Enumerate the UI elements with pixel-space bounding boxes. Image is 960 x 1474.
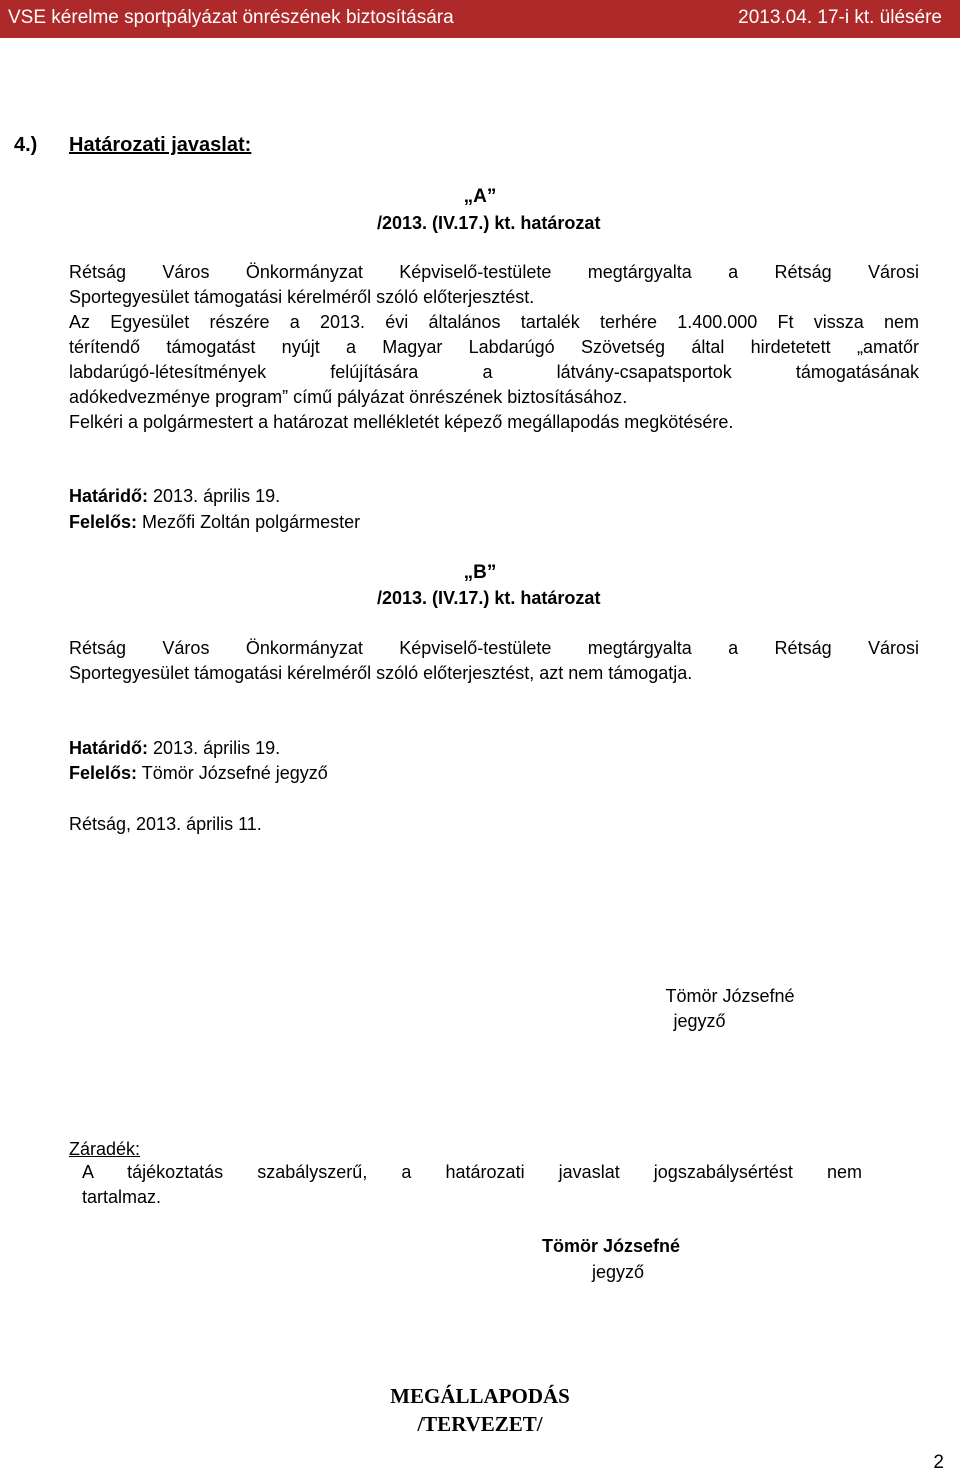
resolution-a-intro: [69, 260, 919, 310]
paragraph-line: labdarúgó-létesítmények felújítására a látvány-csapatsportok támogatásának: [69, 362, 919, 382]
paragraph-line: Sportegyesület támogatási kérelméről szóló előterjesztést.: [69, 287, 535, 307]
header-title: VSE kérelme sportpályázat önrészének biztosítására: [8, 7, 454, 28]
place-and-date: Rétság, 2013. április 11.: [69, 814, 262, 834]
responsible-label: Felelős:: [69, 763, 138, 783]
resolution-b-responsible: [69, 762, 328, 784]
paragraph-line: Sportegyesület támogatási kérelméről szóló előterjesztést, azt nem támogatja.: [69, 663, 693, 683]
paragraph-line: Rétság Város Önkormányzat Képviselő-testülete megtárgyalta a Rétság Városi: [69, 638, 919, 658]
resolution-b-deadline: [69, 737, 280, 759]
agreement-title: MEGÁLLAPODÁS: [390, 1384, 570, 1408]
signature-title: jegyző: [673, 1011, 726, 1031]
signature-name: Tömör Józsefné: [665, 986, 795, 1006]
document-header: [0, 0, 960, 38]
header-meeting-date: 2013.04. 17-i kt. ülésére: [738, 7, 942, 28]
paragraph-line: Az Egyesület részére a 2013. évi általános tartalék terhére 1.400.000 Ft vissza nem: [69, 312, 919, 332]
responsible-value: Tömör Józsefné jegyző: [141, 763, 328, 783]
clause-label: Záradék:: [69, 1139, 141, 1159]
resolution-a-body: [69, 310, 919, 435]
resolution-a-responsible: [69, 511, 360, 533]
deadline-value: 2013. április 19.: [153, 738, 281, 758]
signature-2-title: jegyző: [591, 1262, 645, 1282]
clause-text: [82, 1160, 862, 1210]
paragraph-line: adókedvezménye program” című pályázat önrészének biztosításához.: [69, 387, 628, 407]
resolution-b-letter: „B”: [463, 562, 497, 583]
resolution-b-text: [69, 636, 919, 686]
section-number: 4.): [14, 134, 38, 156]
resolution-b-number: /2013. (IV.17.) kt. határozat: [377, 588, 601, 608]
agreement-subtitle: /TERVEZET/: [417, 1412, 543, 1436]
clause-line: tartalmaz.: [82, 1187, 162, 1207]
paragraph-line: térítendő támogatást nyújt a Magyar Labdarúgó Szövetség által hirdetetett „amatőr: [69, 337, 919, 357]
signature-2-name: Tömör Józsefné: [541, 1236, 681, 1256]
paragraph-line: Rétság Város Önkormányzat Képviselő-testülete megtárgyalta a Rétság Városi: [69, 262, 919, 282]
resolution-a-letter: „A”: [463, 186, 497, 207]
deadline-label: Határidő:: [69, 486, 149, 506]
page-number: 2: [933, 1452, 944, 1473]
deadline-value: 2013. április 19.: [153, 486, 281, 506]
resolution-a-number: /2013. (IV.17.) kt. határozat: [377, 213, 601, 233]
resolution-a-deadline: [69, 485, 280, 507]
paragraph-line: Felkéri a polgármestert a határozat mellékletét képező megállapodás megkötésére.: [69, 412, 734, 432]
responsible-label: Felelős:: [69, 512, 138, 532]
clause-line: A tájékoztatás szabályszerű, a határozati javaslat jogszabálysértést nem: [82, 1162, 862, 1182]
deadline-label: Határidő:: [69, 738, 149, 758]
responsible-value: Mezőfi Zoltán polgármester: [142, 512, 361, 532]
section-title: Határozati javaslat:: [69, 134, 252, 156]
